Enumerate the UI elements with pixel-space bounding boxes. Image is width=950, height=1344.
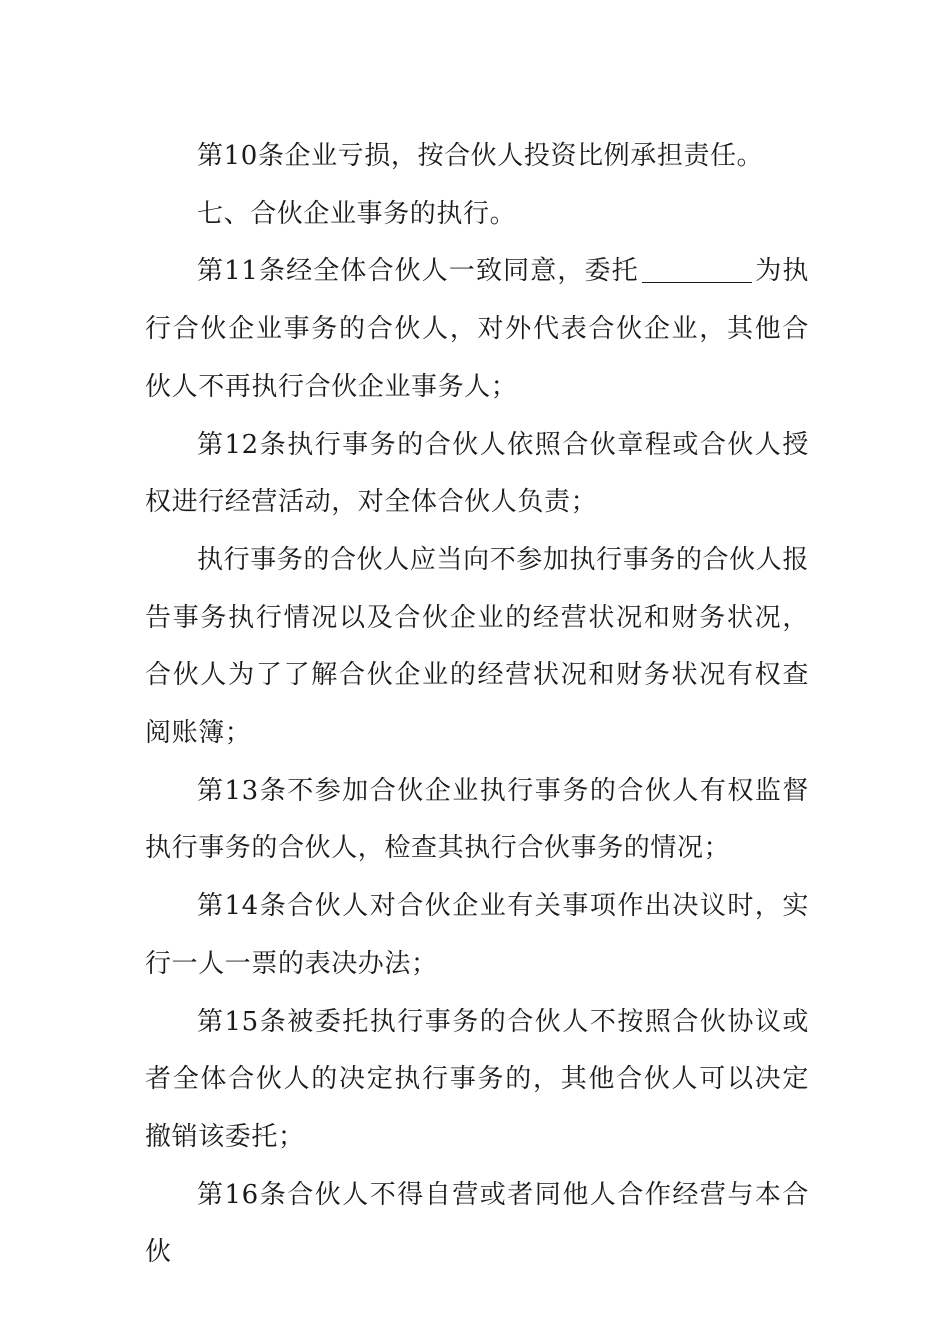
article-16: 第16条合伙人不得自营或者同他人合作经营与本合伙 [145, 1179, 809, 1268]
article-11-lead: 第11条经全体合伙人一致同意，委托 [197, 256, 639, 287]
article-13: 第13条不参加合伙企业执行事务的合伙人有权监督执行事务的合伙人，检查其执行合伙事务的情况； [145, 775, 809, 864]
article-15: 第15条被委托执行事务的合伙人不按照合伙协议或者全体合伙人的决定执行事务的，其他合伙人可以决定撤销该委托； [145, 1006, 809, 1152]
article-11-rest: 为执行合伙企业事务的合伙人，对外代表合伙企业，其他合伙人不再执行合伙企业事务人； [145, 256, 809, 402]
document-body [145, 128, 809, 1282]
article-10: 第10条企业亏损，按合伙人投资比例承担责任。 [197, 141, 764, 171]
appointee-blank [642, 248, 752, 283]
article-14: 第14条合伙人对合伙企业有关事项作出决议时，实行一人一票的表决办法； [145, 891, 809, 979]
section-7-heading: 七、合伙企业事务的执行。 [197, 198, 517, 229]
article-11 [145, 243, 809, 416]
article-12-continued: 执行事务的合伙人应当向不参加执行事务的合伙人报告事务执行情况以及合伙企业的经营状况和财务状况，合伙人为了了解合伙企业的经营状况和财务状况有权查阅账簿； [145, 544, 809, 749]
article-12: 第12条执行事务的合伙人依照合伙章程或合伙人授权进行经营活动，对全体合伙人负责； [145, 429, 809, 518]
